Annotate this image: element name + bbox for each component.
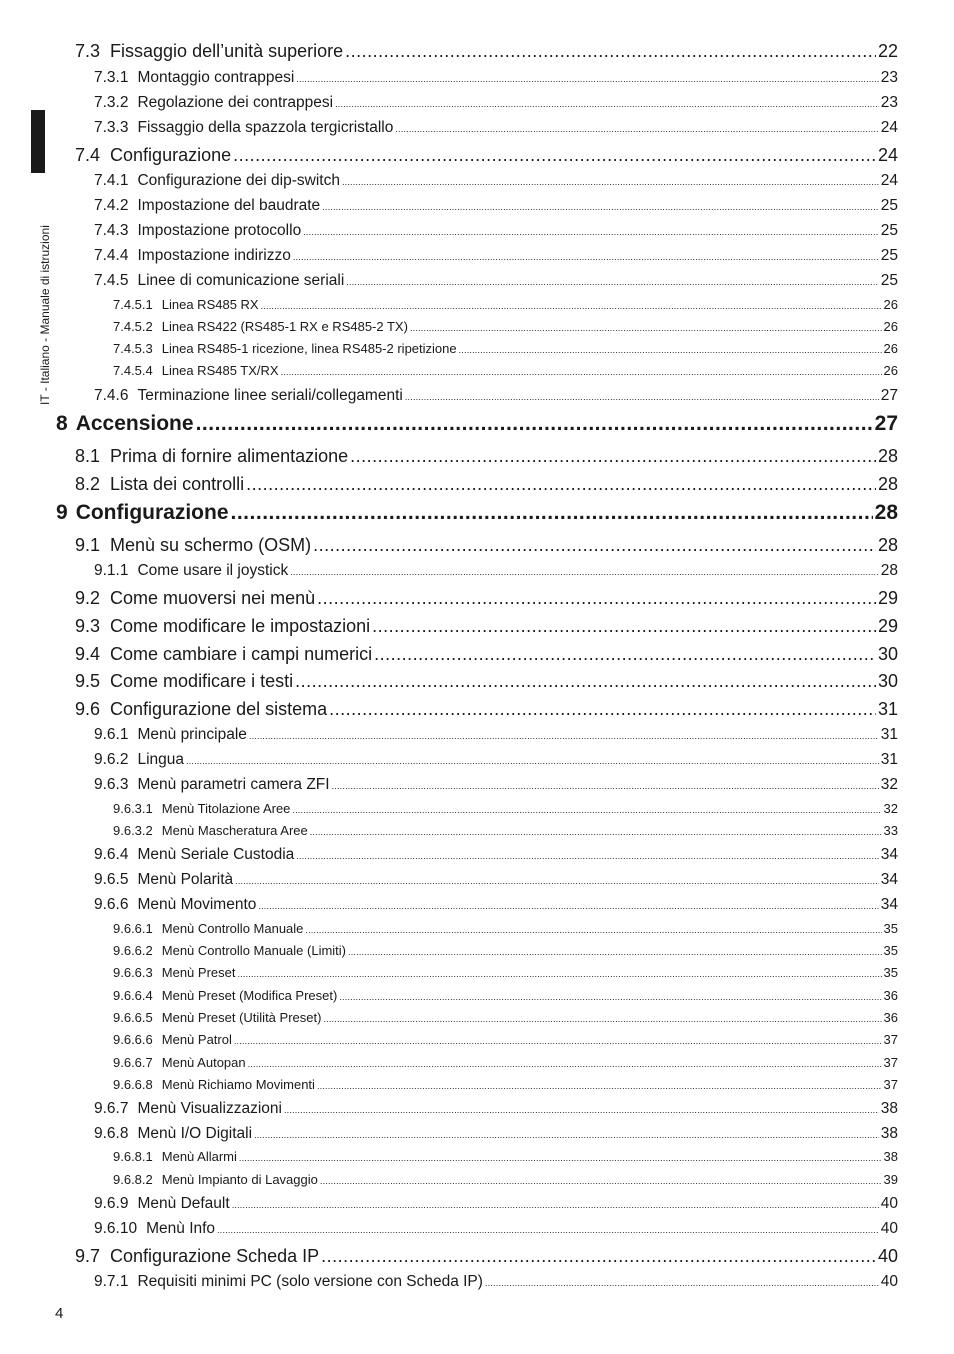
toc-page: 26 (883, 319, 898, 334)
toc-leader (232, 1200, 879, 1210)
toc-entry[interactable] (113, 341, 898, 356)
toc-number: 9.6.6.8 (113, 1077, 153, 1092)
toc-leader (246, 474, 876, 495)
toc-title: Come cambiare i campi numerici (110, 644, 373, 664)
toc-page: 37 (883, 1055, 898, 1070)
toc-entry[interactable] (94, 222, 898, 240)
toc-number: 9.6.3.1 (113, 801, 153, 816)
toc-entry[interactable] (94, 387, 898, 405)
toc-number: 9.6.6.1 (113, 921, 153, 936)
toc-number: 9.5 (75, 671, 101, 691)
toc-leader (350, 446, 876, 467)
toc-page: 37 (883, 1032, 898, 1047)
toc-title: Menù Preset (Modifica Preset) (161, 988, 338, 1003)
toc-leader (258, 901, 878, 911)
toc-leader (485, 1278, 879, 1288)
toc-title: Menù Mascheratura Aree (161, 823, 308, 838)
toc-title: Menù Impianto di Lavaggio (161, 1172, 318, 1187)
page-number: 4 (55, 1305, 64, 1322)
toc-page: 30 (877, 671, 898, 691)
toc-leader (217, 1225, 879, 1235)
toc-number: 9 (56, 501, 68, 524)
toc-entry[interactable] (113, 319, 898, 334)
toc-page: 30 (877, 644, 898, 664)
toc-page: 31 (880, 751, 898, 768)
toc-title: Configurazione (110, 145, 232, 165)
toc-number: 7.4.5.2 (113, 319, 153, 334)
toc-title: Impostazione protocollo (137, 222, 302, 239)
toc-title: Lista dei controlli (110, 474, 245, 494)
toc-number: 9.6.2 (94, 751, 129, 768)
toc-page: 35 (883, 943, 898, 958)
toc-leader (281, 367, 882, 377)
toc-page: 28 (874, 501, 898, 524)
toc-page: 26 (883, 363, 898, 378)
toc-page: 27 (874, 412, 898, 435)
toc-page: 29 (877, 616, 898, 636)
toc-number: 7.4.4 (94, 247, 129, 264)
toc-leader (310, 827, 882, 837)
toc-entry[interactable] (113, 1077, 898, 1092)
toc-page: 36 (883, 1010, 898, 1025)
toc-title: Menù Richiamo Movimenti (161, 1077, 315, 1092)
toc-page: 28 (880, 562, 898, 579)
toc-entry[interactable] (94, 751, 898, 769)
toc-leader (346, 277, 878, 287)
toc-number: 9.6.3 (94, 776, 129, 793)
toc-leader (261, 301, 882, 311)
toc-leader (342, 177, 879, 187)
toc-leader (237, 969, 881, 979)
toc-number: 9.6.9 (94, 1195, 129, 1212)
toc-entry[interactable] (113, 1172, 898, 1187)
toc-page: 25 (880, 272, 898, 289)
toc-title: Linea RS422 (RS485-1 RX e RS485-2 TX) (161, 319, 408, 334)
toc-number: 7.4.5 (94, 272, 129, 289)
toc-number: 9.3 (75, 616, 101, 636)
toc-title: Regolazione dei contrappesi (137, 94, 334, 111)
toc-number: 7.3.3 (94, 119, 129, 136)
toc-entry[interactable] (113, 943, 898, 958)
toc-number: 9.1 (75, 535, 101, 555)
toc-entry[interactable] (75, 535, 898, 556)
toc-leader (332, 781, 879, 791)
toc-leader (372, 616, 876, 637)
toc-title: Menù su schermo (OSM) (110, 535, 312, 555)
toc-entry[interactable] (94, 1273, 898, 1291)
toc-number: 7.4.3 (94, 222, 129, 239)
toc-title: Menù Seriale Custodia (137, 846, 295, 863)
toc-entry[interactable] (75, 41, 898, 62)
toc-page: 25 (880, 222, 898, 239)
toc-page: 40 (877, 1246, 898, 1266)
toc-leader (293, 252, 879, 262)
toc-leader (335, 99, 879, 109)
toc-entry[interactable] (94, 69, 898, 87)
toc-entry[interactable] (94, 94, 898, 112)
toc-leader (248, 1059, 882, 1069)
toc-number: 9.1.1 (94, 562, 129, 579)
toc-number: 9.6.6.5 (113, 1010, 153, 1025)
toc-title: Come modificare le impostazioni (110, 616, 371, 636)
toc-entry[interactable] (94, 247, 898, 265)
toc-number: 7.3.2 (94, 94, 129, 111)
toc-page: 29 (877, 588, 898, 608)
toc-leader (317, 1081, 882, 1091)
toc-page: 31 (877, 699, 898, 719)
toc-page: 25 (880, 247, 898, 264)
toc-title: Accensione (75, 412, 194, 435)
toc-page: 34 (880, 871, 898, 888)
toc-title: Menù parametri camera ZFI (137, 776, 330, 793)
toc-title: Menù Polarità (137, 871, 234, 888)
toc-leader (235, 876, 879, 886)
toc-leader (239, 1153, 882, 1163)
toc-number: 9.7.1 (94, 1273, 129, 1290)
toc-number: 9.6.4 (94, 846, 129, 863)
toc-page: 40 (880, 1273, 898, 1290)
side-tab-marker (31, 110, 45, 173)
toc-number: 9.6.6.3 (113, 965, 153, 980)
toc-leader (249, 731, 879, 741)
toc-title: Linea RS485-1 ricezione, linea RS485-2 ripetizione (161, 341, 457, 356)
toc-number: 8.2 (75, 474, 101, 494)
toc-entry[interactable] (94, 871, 898, 889)
toc-number: 9.6.6.6 (113, 1032, 153, 1047)
toc-number: 9.6.6.2 (113, 943, 153, 958)
toc-number: 7.4.6 (94, 387, 129, 404)
toc-number: 9.6.8 (94, 1125, 129, 1142)
toc-page: 24 (880, 119, 898, 136)
toc-entry[interactable] (113, 297, 898, 312)
toc-page: 32 (880, 776, 898, 793)
toc-title: Come modificare i testi (110, 671, 294, 691)
toc-title: Menù Movimento (137, 896, 257, 913)
toc-entry[interactable] (75, 1246, 898, 1267)
toc-title: Linea RS485 RX (161, 297, 259, 312)
toc-number: 9.4 (75, 644, 101, 664)
toc-entry[interactable] (75, 671, 898, 692)
toc-chapter[interactable] (56, 501, 898, 525)
toc-leader (196, 412, 873, 436)
toc-title: Linee di comunicazione seriali (137, 272, 345, 289)
toc-page: 28 (877, 474, 898, 494)
toc-leader (317, 588, 876, 609)
toc-entry[interactable] (75, 145, 898, 166)
toc-entry[interactable] (94, 726, 898, 744)
toc-page: 38 (883, 1149, 898, 1164)
toc-number: 9.6 (75, 699, 101, 719)
toc-title: Configurazione del sistema (110, 699, 328, 719)
toc-leader (234, 1036, 882, 1046)
toc-entry[interactable] (94, 1125, 898, 1143)
toc-number: 9.6.10 (94, 1220, 138, 1237)
toc-title: Menù principale (137, 726, 247, 743)
toc-title: Configurazione dei dip-switch (137, 172, 340, 189)
toc-page: 25 (880, 197, 898, 214)
toc-number: 7.4.5.1 (113, 297, 153, 312)
toc-leader (186, 756, 879, 766)
toc-page: 28 (877, 446, 898, 466)
toc-page: 27 (880, 387, 898, 404)
toc-title: Configurazione Scheda IP (110, 1246, 320, 1266)
toc-title: Menù Info (146, 1220, 216, 1237)
toc-number: 9.6.8.1 (113, 1149, 153, 1164)
toc-leader (374, 644, 876, 665)
toc-entry[interactable] (113, 988, 898, 1003)
toc-number: 7.4.5.3 (113, 341, 153, 356)
toc-entry[interactable] (75, 699, 898, 720)
toc-page: 23 (880, 94, 898, 111)
toc-title: Menù Patrol (161, 1032, 232, 1047)
toc-entry[interactable] (94, 172, 898, 190)
toc-page: 35 (883, 921, 898, 936)
toc-entry[interactable] (113, 1149, 898, 1164)
toc-leader (345, 41, 876, 62)
toc-entry[interactable] (113, 1055, 898, 1070)
toc-entry[interactable] (94, 272, 898, 290)
toc-page: 23 (880, 69, 898, 86)
toc-leader (410, 323, 882, 333)
toc-entry[interactable] (113, 823, 898, 838)
toc-title: Menù Visualizzazioni (137, 1100, 282, 1117)
toc-title: Fissaggio della spazzola tergicristallo (137, 119, 394, 136)
toc-title: Fissaggio dell’unità superiore (110, 41, 344, 61)
toc-number: 9.6.6.4 (113, 988, 153, 1003)
toc-title: Menù Preset (161, 965, 236, 980)
toc-number: 7.3 (75, 41, 101, 61)
toc-title: Come usare il joystick (137, 562, 289, 579)
toc-number: 8.1 (75, 446, 101, 466)
toc-entry[interactable] (75, 474, 898, 495)
toc-entry[interactable] (94, 1220, 898, 1238)
toc-page: 38 (880, 1100, 898, 1117)
toc-page: 40 (880, 1220, 898, 1237)
toc-leader (231, 501, 873, 525)
toc-entry[interactable] (94, 846, 898, 864)
toc-page: 32 (883, 801, 898, 816)
toc-page: 24 (877, 145, 898, 165)
toc-page: 34 (880, 846, 898, 863)
toc-leader (284, 1105, 879, 1115)
toc-title: Requisiti minimi PC (solo versione con Scheda IP) (137, 1273, 483, 1290)
toc-title: Terminazione linee seriali/collegamenti (137, 387, 403, 404)
toc-title: Prima di fornire alimentazione (110, 446, 349, 466)
toc-page: 39 (883, 1172, 898, 1187)
toc-number: 9.6.7 (94, 1100, 129, 1117)
toc-number: 9.6.8.2 (113, 1172, 153, 1187)
toc-leader (322, 202, 879, 212)
toc-number: 9.6.6 (94, 896, 129, 913)
toc-entry[interactable] (75, 644, 898, 665)
toc-title: Menù Default (137, 1195, 230, 1212)
toc-entry[interactable] (113, 921, 898, 936)
side-label: IT - Italiano - Manuale di istruzioni (38, 225, 52, 405)
toc-title: Impostazione indirizzo (137, 247, 291, 264)
toc-number: 7.4.1 (94, 172, 129, 189)
toc-number: 7.4 (75, 145, 101, 165)
toc-entry[interactable] (94, 1100, 898, 1118)
toc-entry[interactable] (94, 776, 898, 794)
toc-entry[interactable] (75, 616, 898, 637)
toc-number: 9.6.1 (94, 726, 129, 743)
toc-leader (339, 992, 881, 1002)
toc-leader (405, 392, 879, 402)
toc-number: 9.6.5 (94, 871, 129, 888)
toc-title: Menù Controllo Manuale (Limiti) (161, 943, 347, 958)
toc-number: 9.6.6.7 (113, 1055, 153, 1070)
toc-number: 9.7 (75, 1246, 101, 1266)
toc-page: 24 (880, 172, 898, 189)
toc-title: Menù I/O Digitali (137, 1125, 253, 1142)
toc-title: Menù Controllo Manuale (161, 921, 304, 936)
toc-page: 26 (883, 341, 898, 356)
toc-leader (348, 947, 882, 957)
toc-chapter[interactable] (56, 412, 898, 436)
toc-entry[interactable] (113, 1032, 898, 1047)
toc-leader (254, 1130, 879, 1140)
toc-entry[interactable] (94, 119, 898, 137)
toc-leader (233, 145, 876, 166)
toc-leader (459, 345, 882, 355)
toc-page: 38 (880, 1125, 898, 1142)
toc-leader (320, 1176, 882, 1186)
toc-title: Come muoversi nei menù (110, 588, 316, 608)
toc-page: 40 (880, 1195, 898, 1212)
toc-page: 37 (883, 1077, 898, 1092)
toc-page: 22 (877, 41, 898, 61)
toc-number: 9.6.3.2 (113, 823, 153, 838)
toc-page: 35 (883, 965, 898, 980)
toc-entry[interactable] (113, 801, 898, 816)
toc-entry[interactable] (94, 1195, 898, 1213)
toc-number: 8 (56, 412, 68, 435)
toc-number: 7.4.2 (94, 197, 129, 214)
toc-title: Linea RS485 TX/RX (161, 363, 279, 378)
toc-leader (295, 671, 876, 692)
toc-leader (321, 1246, 876, 1267)
toc-title: Menù Preset (Utilità Preset) (161, 1010, 322, 1025)
toc-leader (303, 227, 879, 237)
toc-entry[interactable] (113, 965, 898, 980)
toc-page: 34 (880, 896, 898, 913)
toc-title: Menù Autopan (161, 1055, 246, 1070)
toc-title: Lingua (137, 751, 185, 768)
toc-number: 7.3.1 (94, 69, 129, 86)
toc-leader (292, 805, 881, 815)
toc-entry[interactable] (75, 588, 898, 609)
toc-number: 9.2 (75, 588, 101, 608)
toc-page: 31 (880, 726, 898, 743)
toc-entry[interactable] (75, 446, 898, 467)
toc-title: Menù Allarmi (161, 1149, 237, 1164)
toc-number: 7.4.5.4 (113, 363, 153, 378)
toc-title: Montaggio contrappesi (137, 69, 295, 86)
toc-leader (323, 1014, 881, 1024)
toc-entry[interactable] (113, 363, 898, 378)
toc-leader (290, 567, 879, 577)
toc-leader (296, 74, 878, 84)
toc-entry[interactable] (94, 197, 898, 215)
toc-page: 36 (883, 988, 898, 1003)
toc-leader (329, 699, 876, 720)
toc-title: Menù Titolazione Aree (161, 801, 291, 816)
toc-entry[interactable] (94, 896, 898, 914)
toc-page: 28 (877, 535, 898, 555)
toc-page: 26 (883, 297, 898, 312)
toc-leader (305, 925, 881, 935)
toc-page: 33 (883, 823, 898, 838)
toc-leader (296, 851, 878, 861)
toc-leader (395, 124, 878, 134)
toc-entry[interactable] (113, 1010, 898, 1025)
toc-entry[interactable] (94, 562, 898, 580)
toc-leader (313, 535, 876, 556)
toc-title: Impostazione del baudrate (137, 197, 321, 214)
toc-title: Configurazione (75, 501, 229, 524)
